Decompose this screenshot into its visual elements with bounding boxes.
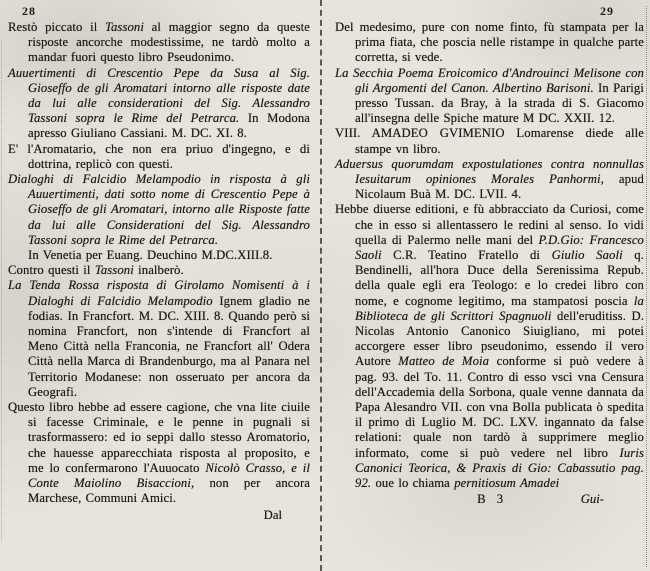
text-segment-roman: dell'eruditiss. D. Nicolas Antonio Canonico Siuigliano, mi potei accorgere esser libro pseudonimo, essendo il vero Autore — [355, 308, 644, 369]
text-segment-italic: La Tenda Rossa risposta di Girolamo Nomisenti à i Dialoghi di Falcidio Melampodio — [8, 278, 310, 308]
paragraph — [335, 20, 644, 66]
text-segment-roman: Contro questi il — [8, 263, 95, 278]
text-segment-roman: oue lo chiama — [371, 476, 455, 491]
text-segment-italic: Giulio Saoli — [551, 248, 623, 263]
paragraph — [8, 248, 310, 263]
paragraph — [335, 202, 644, 491]
text-segment-roman: In Modona apresso Giuliano Cassiani. M. DC. XI. 8. — [28, 111, 310, 141]
signature-mark: B 3 — [477, 492, 508, 507]
scan-edge-artifact-right — [646, 6, 647, 567]
page-number-left: 28 — [22, 4, 36, 18]
text-segment-roman: al maggior segno da queste risposte ancorche modestissime, ne tardò molto a mandar fuori questo libro Pseudonimo. — [28, 20, 310, 65]
paragraph — [335, 157, 644, 203]
text-column-left — [8, 20, 310, 507]
text-segment-italic: Nicolò Crasso, e il Conte Maiolino Bisaccioni, — [28, 460, 311, 491]
text-segment-roman: Questo libro hebbe ad essere cagione, che vna lite ciuile si facesse Criminale, e le penne in pugnali si trasformassero: ed io seppi dallo stesso Aromatorio, che hauesse apparecchiata risposta al proposito, e me lo confermarono l'Auuocato — [8, 400, 310, 475]
text-segment-roman: inalberò. — [133, 263, 184, 278]
text-segment-roman: C.R. Teatino Fratello di — [381, 248, 552, 263]
text-segment-italic: Auuertimenti di Crescentio Pepe da Susa al Sig. Gioseffo de gli Aromatari intorno alle risposte date da lui alle considerationi del Sig. Alessandro Tassoni sopra le Rime del Petrarca. — [8, 65, 310, 126]
text-segment-roman: E' l'Aromatario, che non era priuo d'ingegno, e di dottrina, replicò con questi. — [8, 141, 310, 171]
text-segment-roman: apud Nicolaum Buà M. DC. LVII. 4. — [355, 172, 644, 202]
catchword-right: Gui- — [580, 492, 604, 507]
text-segment-italic: Tassoni — [94, 263, 134, 278]
text-segment-italic: Matteo de Moia — [398, 354, 490, 369]
text-segment-italic: Iuris Canonici Teorica, & Praxis di Gio: Cabassutio pag. 92. — [355, 445, 644, 491]
text-segment-roman: conforme si può vedere à pag. 93. del To. 11. Contro di esso vscì vna Censura dell'Accademia della Sorbona, quale venne dannata da Papa Alesandro VII. con vna Bolla publicata ò spedita il primo di Luglio M. DC. LXV. ingannato da false relationi: quale non tardò à supprimere meglio informato, come si può vedere nel libro — [355, 354, 644, 460]
text-segment-italic: la Biblioteca de gli Scrittori Spagnuoli — [355, 293, 644, 323]
text-segment-roman: non per ancora Marchese, Communi Amici. — [28, 476, 310, 506]
text-segment-roman: VIII. AMADEO GVIMENIO Lomarense diede alle stampe vn libro. — [335, 126, 644, 156]
text-segment-roman: q. Bendinelli, all'hora Duce della Serenissima Repub. della quale egli era Teologo: e lo credei libro con nome, e cognome legitimo, ma stampatosi poscia — [355, 248, 644, 308]
paragraph — [8, 142, 310, 172]
text-segment-roman: Restò piccato il — [8, 20, 105, 34]
paragraph — [8, 400, 310, 506]
paragraph — [8, 278, 310, 400]
page-number-right: 29 — [600, 4, 614, 18]
paragraph — [8, 66, 310, 142]
page-left — [0, 0, 320, 571]
paragraph — [8, 172, 310, 248]
scan-edge-artifact-left — [1, 40, 2, 541]
catchword-line-left — [8, 507, 282, 523]
text-segment-roman: Hebbe diuerse editioni, e fù abbracciato da Curiosi, come che in esso si allentassero le redini al senso. Io vidi quella di Palermo nelle mani del — [335, 202, 644, 247]
page-right — [320, 0, 650, 571]
text-segment-italic: La Secchia Poema Eroicomico d'Androuinci Melisone con gli Argomenti del Canon. Albertino Barisoni. — [335, 65, 644, 95]
paragraph — [8, 263, 310, 278]
text-segment-italic: Aduersus quorumdam expostulationes contra nonnullas Iesuitarum opiniones Morales Panhormi, — [335, 156, 644, 187]
catchword-left: Dal — [263, 507, 282, 522]
paragraph — [8, 20, 310, 66]
text-segment-italic: Dialoghi di Falcidio Melampodio in risposta à gli Auuertimenti, dati sotto nome di Crescentio Pepe à Gioseffo de gli Aromatari, intorno alle Risposte fatte da lui alle Considerationi del Sig. Alessandro Tassoni sopra le Rime del Petrarca. — [8, 172, 310, 247]
text-segment-roman: In Venetia per Euang. Deuchino M.DC.XIII.8. — [28, 248, 273, 263]
text-segment-roman: In Parigi presso Tussan. da Bray, à la strada di S. Giacomo all'insegna delle Spiche mature M DC. XXII. 12. — [355, 80, 645, 126]
text-column-right — [335, 20, 644, 491]
text-segment-italic: Tassoni — [104, 20, 145, 34]
paragraph — [335, 126, 644, 156]
text-segment-roman: Del medesimo, pure con nome finto, fù stampata per la prima fiata, che poscia nelle ristampe in qualche parte corretta, si vede. — [335, 20, 644, 65]
text-segment-roman: Ignem gladio ne fodias. In Francfort. M. DC. XIII. 8. Quando però si nomina Francfort, non s'intende di Francfort al Meno Città nella Franconia, ne Francfort all' Odera Città nella Marca di Brandenburgo, ma al Panara nel Territorio Modanese: non osseruato per ancora da Geografi. — [28, 293, 310, 399]
paragraph — [335, 66, 644, 127]
page-gutter-line — [320, 0, 322, 571]
text-segment-italic: P.D.Gio: Francesco Saoli — [355, 232, 644, 263]
text-segment-italic: pernitiosum Amadei — [454, 476, 560, 491]
signature-line — [335, 491, 644, 507]
